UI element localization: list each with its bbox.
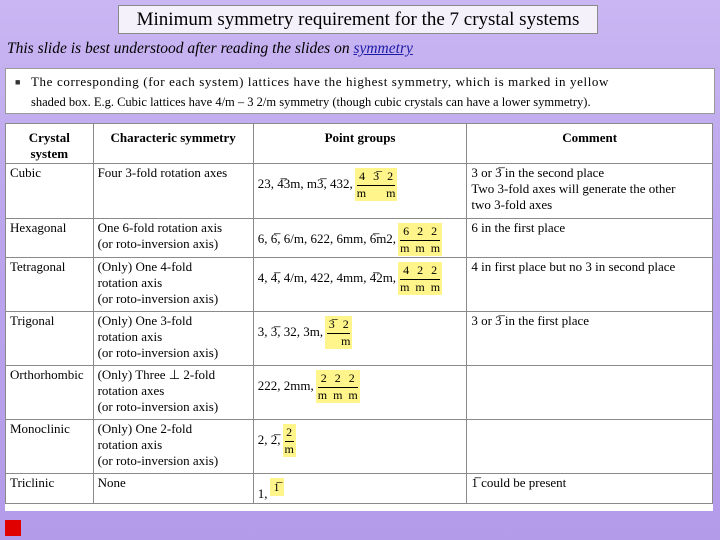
highlight-numerator: 2 <box>431 224 438 238</box>
cell-comment <box>467 474 713 504</box>
comment-line: 4 in first place but no 3 in second place <box>471 259 676 274</box>
symmetry-line: (or roto-inversion axis) <box>97 453 219 468</box>
slide-marker <box>5 520 21 536</box>
highest-symmetry-highlight <box>398 223 442 256</box>
comment-line: 1̅ could be present <box>471 475 567 490</box>
highlight-numerator: 2 <box>417 263 424 277</box>
comment-line: Two 3-fold axes will generate the other <box>471 181 676 196</box>
highlight-denominator: m <box>348 388 358 402</box>
bullet-square-icon: ■ <box>15 77 22 87</box>
highlight-denominator: m <box>430 241 441 255</box>
bullet-note <box>5 68 715 114</box>
highlight-denominator <box>372 186 380 200</box>
point-group-list: 6, 6̅, 6/m, 622, 6mm, 6̅m2, <box>257 231 397 246</box>
bullet-line-2: shaded box. E.g. Cubic lattices have 4/m – 3 2/m symmetry (though cubic crystals can have a lower symmetry). <box>31 95 591 109</box>
point-group-list: 23, 4̅3m, m3̅, 432, <box>257 176 353 191</box>
cell-crystal-system: Triclinic <box>6 474 94 504</box>
cell-crystal-system: Cubic <box>6 164 94 219</box>
highlight-denominator: m <box>356 186 367 200</box>
highlight-numerator: 2 <box>431 263 438 277</box>
table-row <box>6 420 713 474</box>
cell-point-groups <box>253 219 467 258</box>
cell-point-groups <box>253 420 467 474</box>
highlight-denominator: m <box>430 280 441 294</box>
highlight-numerator: 3̅ <box>328 317 335 331</box>
symmetry-line: (or roto-inversion axis) <box>97 399 219 414</box>
symmetry-line: (or roto-inversion axis) <box>97 236 219 251</box>
highlight-denominator: m <box>415 241 425 255</box>
point-group-list: 4, 4̅, 4/m, 422, 4mm, 4̅2m, <box>257 270 397 285</box>
symmetry-line: Four 3-fold rotation axes <box>97 165 228 180</box>
highest-symmetry-highlight <box>325 316 352 349</box>
cell-crystal-system: Tetragonal <box>6 258 94 312</box>
highlight-numerator: 2 <box>417 224 424 238</box>
comment-line: 6 in the first place <box>471 220 566 235</box>
cell-symmetry <box>93 366 253 420</box>
cell-crystal-system: Hexagonal <box>6 219 94 258</box>
cell-symmetry <box>93 164 253 219</box>
table-row <box>6 258 713 312</box>
table-row <box>6 164 713 219</box>
highlight-denominator: m <box>284 442 294 456</box>
symmetry-line: (Only) One 3-fold <box>97 313 193 328</box>
highlight-numerator: 3̅ <box>373 169 380 183</box>
highest-symmetry-highlight <box>398 262 442 295</box>
slide-title: Minimum symmetry requirement for the 7 crystal systems <box>118 5 598 34</box>
symmetry-link[interactable]: symmetry <box>353 40 413 57</box>
point-group-list: 222, 2mm, <box>257 378 314 393</box>
symmetry-line: rotation axis <box>97 275 163 290</box>
highlight-denominator <box>327 334 335 348</box>
comment-line: two 3-fold axes <box>471 197 553 212</box>
highest-symmetry-highlight <box>270 478 284 496</box>
header-comment: Comment <box>467 124 713 164</box>
cell-point-groups <box>253 474 467 504</box>
symmetry-line: (Only) One 2-fold <box>97 421 193 436</box>
point-group-list: 3, 3̅, 32, 3m, <box>257 324 324 339</box>
cell-comment <box>467 312 713 366</box>
highlight-denominator: m <box>333 388 343 402</box>
cell-point-groups <box>253 164 467 219</box>
highlight-denominator: m <box>341 334 351 348</box>
highlight-denominator: m <box>317 388 328 402</box>
cell-comment <box>467 258 713 312</box>
symmetry-line: rotation axes <box>97 383 165 398</box>
header-crystal-system: Crystal system <box>6 124 94 164</box>
highlight-numerator: 4 <box>403 263 410 277</box>
cell-point-groups <box>253 366 467 420</box>
symmetry-line: None <box>97 475 126 490</box>
highlight-denominator: m <box>400 280 410 294</box>
highlight-numerator: 2 <box>387 169 394 183</box>
cell-comment <box>467 366 713 420</box>
cell-symmetry <box>93 258 253 312</box>
highlight-numerator: 2 <box>286 425 293 439</box>
cell-symmetry <box>93 219 253 258</box>
table-row <box>6 366 713 420</box>
highlight-numerator: 2 <box>320 371 327 385</box>
symmetry-line: rotation axis <box>97 329 163 344</box>
highlight-denominator: m <box>400 241 410 255</box>
comment-line: 3 or 3̅ in the second place <box>471 165 605 180</box>
symmetry-line: rotation axis <box>97 437 163 452</box>
highlight-numerator: 6 <box>403 224 410 238</box>
table-row <box>6 474 713 504</box>
table-row <box>6 312 713 366</box>
crystal-systems-table <box>5 123 713 511</box>
highlight-denominator: m <box>386 186 396 200</box>
highlight-numerator: 2 <box>348 371 355 385</box>
cell-comment <box>467 420 713 474</box>
cell-crystal-system: Trigonal <box>6 312 94 366</box>
highlight-denominator: m <box>415 280 425 294</box>
comment-line: 3 or 3̅ in the first place <box>471 313 590 328</box>
subtitle-text: This slide is best understood after reading the slides on <box>7 40 354 57</box>
symmetry-line: One 6-fold rotation axis <box>97 220 223 235</box>
highest-symmetry-highlight <box>283 424 296 457</box>
cell-point-groups <box>253 312 467 366</box>
highest-symmetry-highlight <box>355 168 398 201</box>
subtitle <box>7 40 413 58</box>
highlight-numerator: 2 <box>334 371 341 385</box>
cell-comment <box>467 219 713 258</box>
cell-symmetry <box>93 312 253 366</box>
header-characteristic-symmetry: Characteric symmetry <box>93 124 253 164</box>
symmetry-line: (or roto-inversion axis) <box>97 345 219 360</box>
highlight-numerator: 4 <box>359 169 366 183</box>
cell-comment <box>467 164 713 219</box>
cell-symmetry <box>93 420 253 474</box>
cell-point-groups <box>253 258 467 312</box>
header-point-groups: Point groups <box>253 124 467 164</box>
cell-symmetry <box>93 474 253 504</box>
cell-crystal-system: Orthorhombic <box>6 366 94 420</box>
point-group-list: 2, 2̅, <box>257 432 281 447</box>
point-group-list: 1, <box>257 486 268 501</box>
bullet-line-1: The corresponding (for each system) lattices have the highest symmetry, which is marked in yellow <box>31 74 610 89</box>
symmetry-line: (Only) One 4-fold <box>97 259 193 274</box>
table-row <box>6 219 713 258</box>
cell-crystal-system: Monoclinic <box>6 420 94 474</box>
symmetry-line: (or roto-inversion axis) <box>97 291 219 306</box>
symmetry-line: (Only) Three ⊥ 2-fold <box>97 367 216 382</box>
highlight-numerator: 2 <box>342 317 349 331</box>
highest-symmetry-highlight <box>316 370 360 403</box>
highlight-symbol: 1̅ <box>273 480 280 494</box>
